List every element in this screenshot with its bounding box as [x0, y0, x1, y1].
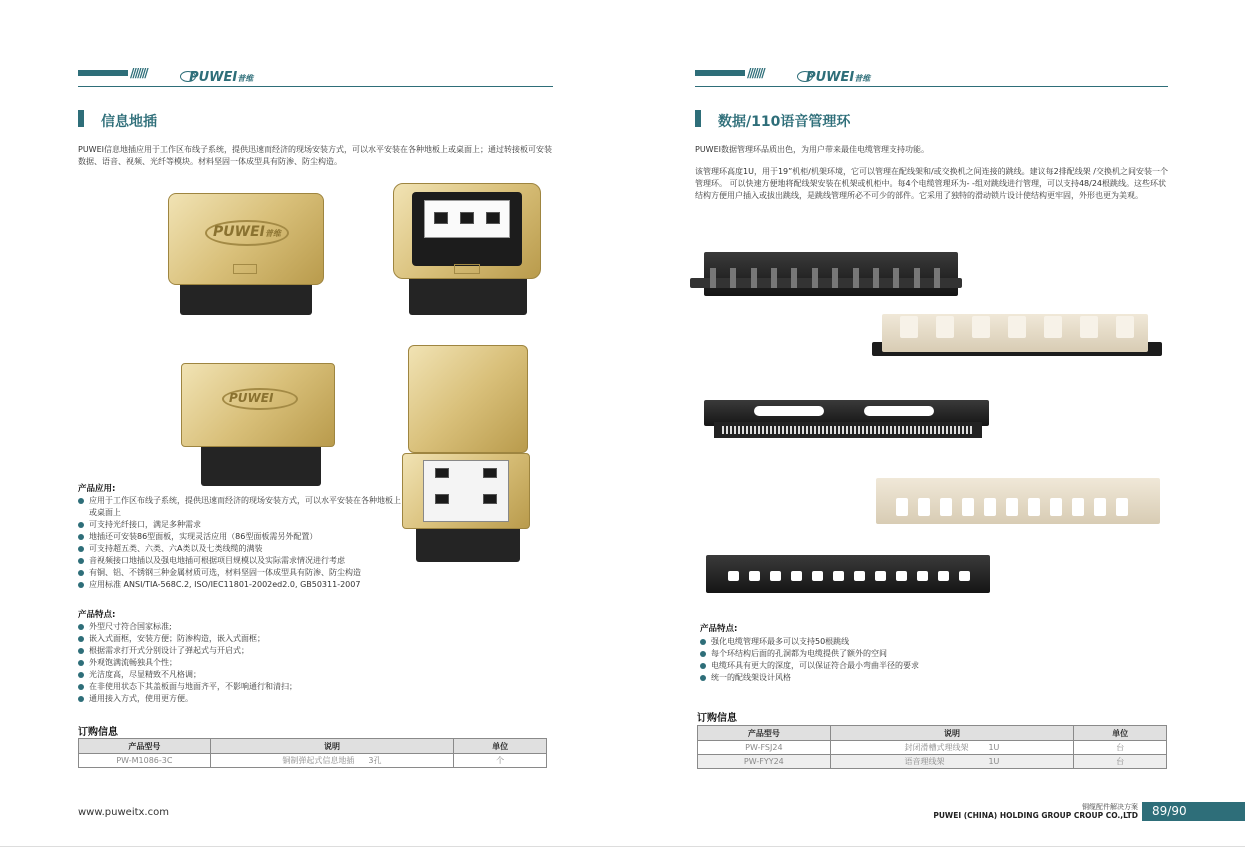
bullet-icon [78, 660, 84, 666]
bullet-icon [700, 663, 706, 669]
order-title: 订购信息 [78, 727, 118, 738]
cable-manager-black-slotted-image [706, 553, 990, 595]
list-item: 在非使用状态下其盖板面与地面齐平，不影响通行和清扫； [78, 681, 408, 693]
header-rule [78, 86, 553, 87]
bullet-icon [700, 639, 706, 645]
floor-box-flat-image: PUWEI [181, 363, 336, 488]
list-item: 外型尺寸符合国家标准; [78, 621, 408, 633]
intro-text: PUWEI信息地插应用于工作区布线子系统，提供迅速而经济的现场安装方式，可以水平安装在各种地板上或桌面上；通过转接板可安装数据、语音、视频、光纤等模块。材料坚固一体成型具有防渗、防尘构造。 [78, 145, 552, 166]
applications-list [78, 495, 408, 591]
order-title: 订购信息 [697, 713, 737, 724]
table-header-row [698, 726, 1167, 741]
cable-manager-cream-slotted-image [876, 478, 1160, 526]
desc-cell: 语音理线架 1U [830, 755, 1074, 769]
bullet-icon [78, 534, 84, 540]
bullet-icon [78, 582, 84, 588]
bullet-icon [78, 696, 84, 702]
intro-text-2: 该管理环高度1U，用于19”机柜/机架环境，它可以管理在配线架和/或交换机之间连接的跳线。建议每2排配线架 /交换机之间安装一个管理环。 可以快速方便地将配线架安装在机架或机柜中。每4个电缆管理环为- -组对跳线进行管理，可以支持48/24根跳线。这些环状结构方便用户插入或拔出跳线，是跳线管理所必不可少的部件。它采用了独特的滑动锁片设计使结构更牢固，外形也更为美观。 [695, 167, 1168, 200]
section-marker [78, 110, 84, 127]
footer-url: www.puweitx.com [78, 807, 169, 818]
bullet-icon [78, 636, 84, 642]
puwei-logo: PUWEI普维 [797, 66, 870, 85]
model-cell: PW-M1086-3C [79, 754, 211, 768]
table-row [698, 741, 1167, 755]
list-item: 嵌入式面框，安装方便；防渗构造，嵌入式面框； [78, 633, 408, 645]
table-row [79, 754, 547, 768]
list-item: 每个环结构后面的孔洞都为电缆提供了额外的空间 [700, 648, 1050, 660]
order-table [697, 725, 1167, 769]
bullet-icon [78, 570, 84, 576]
features-title: 产品特点: [700, 624, 738, 634]
cable-manager-cream-rings-image [872, 312, 1162, 360]
section-title: 数据/110语音管理环 [718, 114, 851, 130]
left-header [78, 68, 553, 84]
header-bar [695, 70, 745, 76]
bullet-icon [700, 651, 706, 657]
list-item: 强化电缆管理环最多可以支持50根跳线 [700, 636, 1050, 648]
column-header: 单位 [454, 739, 547, 754]
floor-box-3port-image [393, 183, 543, 318]
section-title: 信息地插 [101, 114, 157, 130]
header-bar [78, 70, 128, 76]
intro-text-1: PUWEI数据管理环品质出色，为用户带来最佳电缆管理支持功能。 [695, 145, 930, 154]
list-item: 光洁度高，尽显精致不凡格调； [78, 669, 408, 681]
bullet-icon [78, 498, 84, 504]
bullet-icon [78, 522, 84, 528]
list-item: 可支持超五类、六类、六A类以及七类线缆的满装 [78, 543, 408, 555]
list-item: 电缆环具有更大的深度，可以保证符合最小弯曲半径的要求 [700, 660, 1050, 672]
bottom-edge [0, 846, 1245, 847]
model-cell: PW-FYY24 [698, 755, 831, 769]
right-header [695, 68, 1168, 84]
puwei-logo: PUWEI普维 [180, 66, 253, 85]
table-row [698, 755, 1167, 769]
list-item: 应用标准 ANSI/TIA-568C.2, ISO/IEC11801-2002ed2.0, GB50311-2007 [78, 579, 408, 591]
features-list [78, 621, 408, 705]
features-title: 产品特点: [78, 610, 116, 620]
list-item: 音视频接口地插以及强电地插可根据项目规模以及实际需求情况进行考虑 [78, 555, 408, 567]
list-item: 应用于工作区布线子系统，提供迅速而经济的现场安装方式，可以水平安装在各种地板上或桌面上 [78, 495, 408, 519]
bullet-icon [78, 648, 84, 654]
cable-manager-black-image [690, 250, 962, 298]
bullet-icon [78, 624, 84, 630]
unit-cell: 个 [454, 754, 547, 768]
list-item: 地插还可安装86型面板，实现灵活应用（86型面板需另外配置） [78, 531, 408, 543]
list-item: 通用接入方式，使用更方便。 [78, 693, 408, 705]
desc-cell: 铜制弹起式信息地插 3孔 [210, 754, 453, 768]
bullet-icon [78, 558, 84, 564]
column-header: 产品型号 [79, 739, 211, 754]
column-header: 单位 [1074, 726, 1167, 741]
features-list [700, 636, 1050, 684]
section-marker [695, 110, 701, 127]
footer-company: PUWEI (CHINA) HOLDING GROUP CROUP CO.,LTD [933, 811, 1138, 820]
list-item: 外观饱满流畅独具个性； [78, 657, 408, 669]
model-cell: PW-FSJ24 [698, 741, 831, 755]
column-header: 产品型号 [698, 726, 831, 741]
desc-cell: 封闭滑槽式理线架 1U [830, 741, 1074, 755]
list-item: 统一的配线架设计风格 [700, 672, 1050, 684]
unit-cell: 台 [1074, 741, 1167, 755]
bullet-icon [700, 675, 706, 681]
header-slashes: /////// [130, 66, 147, 80]
page-number: 89/90 [1142, 802, 1245, 821]
header-slashes: /////// [747, 66, 764, 80]
column-header: 说明 [830, 726, 1074, 741]
list-item: 有铜、铝、不锈钢三种金属材质可选，材料坚固一体成型具有防渗、防尘构造 [78, 567, 408, 579]
bullet-icon [78, 684, 84, 690]
voice-110-panel-image [704, 394, 989, 444]
bullet-icon [78, 546, 84, 552]
table-header-row [79, 739, 547, 754]
list-item: 根据需求打开式分别设计了弹起式与开启式； [78, 645, 408, 657]
product-logo: PUWEI普维 [213, 224, 281, 240]
bullet-icon [78, 672, 84, 678]
footer-slogan: 铜缆配件解决方案 [1082, 803, 1138, 811]
order-table [78, 738, 547, 768]
column-header: 说明 [210, 739, 453, 754]
floor-box-lid-open-image [402, 345, 530, 563]
applications-title: 产品应用: [78, 484, 116, 494]
header-rule [695, 86, 1168, 87]
unit-cell: 台 [1074, 755, 1167, 769]
floor-box-closed-image [166, 193, 326, 318]
list-item: 可支持光纤接口，满足多种需求 [78, 519, 408, 531]
